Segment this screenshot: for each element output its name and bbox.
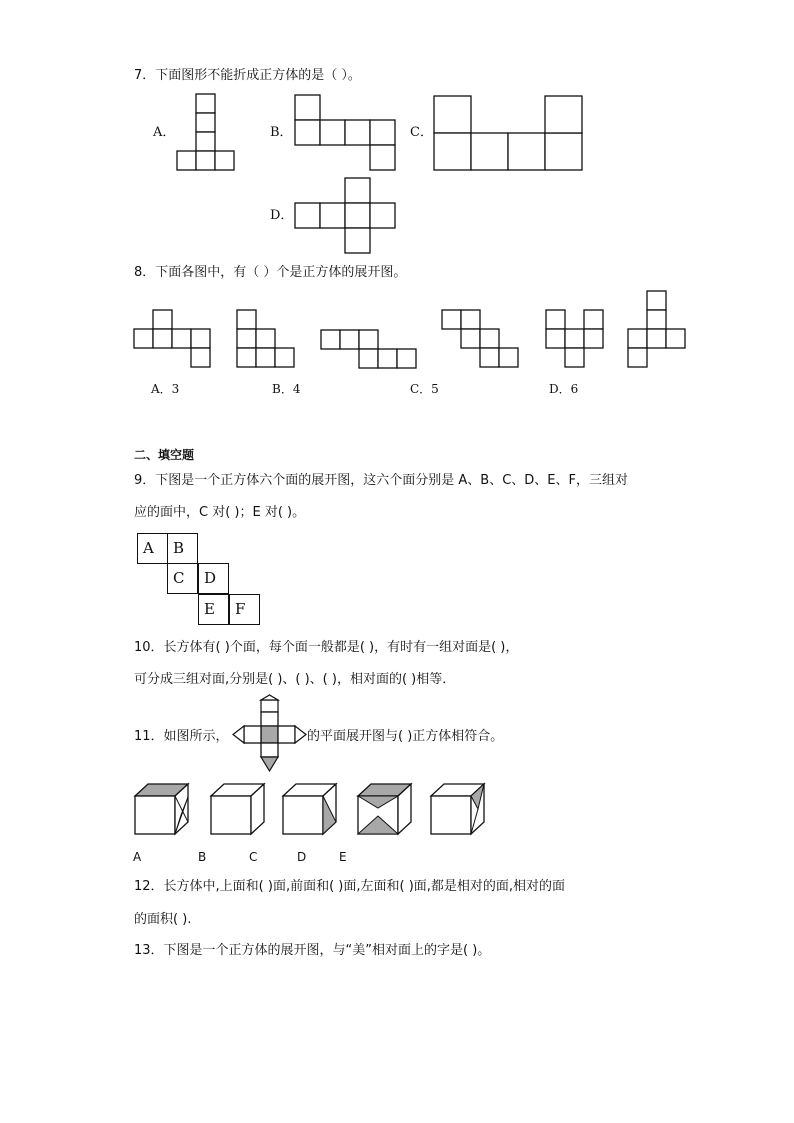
q8-option-d: D．6: [549, 382, 579, 396]
q7-net-a: [175, 94, 235, 172]
q12-line2: 的面积( ).: [134, 912, 192, 927]
section-title: 二、填空题: [134, 448, 195, 462]
q11-option-d: D: [297, 850, 307, 864]
q11-cube-c: [282, 783, 338, 837]
face-f: F: [229, 594, 260, 625]
face-b: B: [167, 533, 198, 564]
q8-net-1: [133, 309, 213, 371]
q12-line1: 12．长方体中,上面和( )面,前面和( )面,左面和( )面,都是相对的面,相对的面: [134, 879, 566, 894]
q9-line2: 应的面中，C 对( )；E 对( )。: [134, 505, 306, 520]
q8-stem: 8．下面各图中，有（ ）个是正方体的展开图。: [134, 265, 407, 280]
face-a: A: [137, 533, 168, 564]
q8-net-6: [627, 290, 689, 372]
q7-option-b-label: B．: [270, 125, 293, 140]
q11-net-icon: [232, 699, 308, 773]
face-d: D: [198, 563, 229, 594]
q8-option-c: C．5: [410, 382, 439, 396]
q10-line2: 可分成三组对面,分别是( )、( )、( )，相对面的( )相等．: [134, 672, 456, 687]
q7-option-a-label: A．: [153, 125, 176, 140]
q11-cube-b: [210, 783, 266, 837]
q8-net-2: [236, 309, 298, 371]
q11-cube-d: [357, 783, 413, 837]
q9-net: [137, 533, 267, 629]
face-c: C: [167, 563, 198, 594]
q7-stem: 7．下面图形不能折成正方体的是（ ）。: [134, 68, 361, 83]
q8-option-b: B．4: [272, 382, 301, 396]
q7-net-c: [433, 95, 585, 173]
q13-text: 13．下图是一个正方体的展开图，与“美”相对面上的字是( )。: [134, 943, 491, 958]
q8-option-a: A．3: [151, 382, 180, 396]
q11-option-a: A: [133, 850, 142, 864]
q11-option-b: B: [198, 850, 207, 864]
q8-net-3: [320, 329, 420, 371]
q7-net-d: [295, 177, 397, 255]
q11-prefix: 11．如图所示，: [134, 729, 229, 744]
q8-net-5: [545, 309, 607, 371]
q11-option-e: E: [339, 850, 347, 864]
q11-option-c: C: [249, 850, 258, 864]
q7-net-b: [294, 94, 396, 172]
q7-option-d-label: D．: [270, 208, 294, 223]
q11-cube-e: [430, 783, 486, 837]
q10-line1: 10．长方体有( )个面，每个面一般都是( )，有时有一组对面是( )，: [134, 640, 519, 655]
q7-option-c-label: C．: [410, 125, 433, 140]
q11-suffix: 的平面展开图与( )正方体相符合。: [307, 729, 504, 744]
q8-net-4: [441, 309, 523, 371]
q11-cube-a: [134, 783, 190, 837]
face-e: E: [198, 594, 229, 625]
q9-line1: 9．下图是一个正方体六个面的展开图，这六个面分别是 A、B、C、D、E、F，三组对: [134, 473, 628, 488]
